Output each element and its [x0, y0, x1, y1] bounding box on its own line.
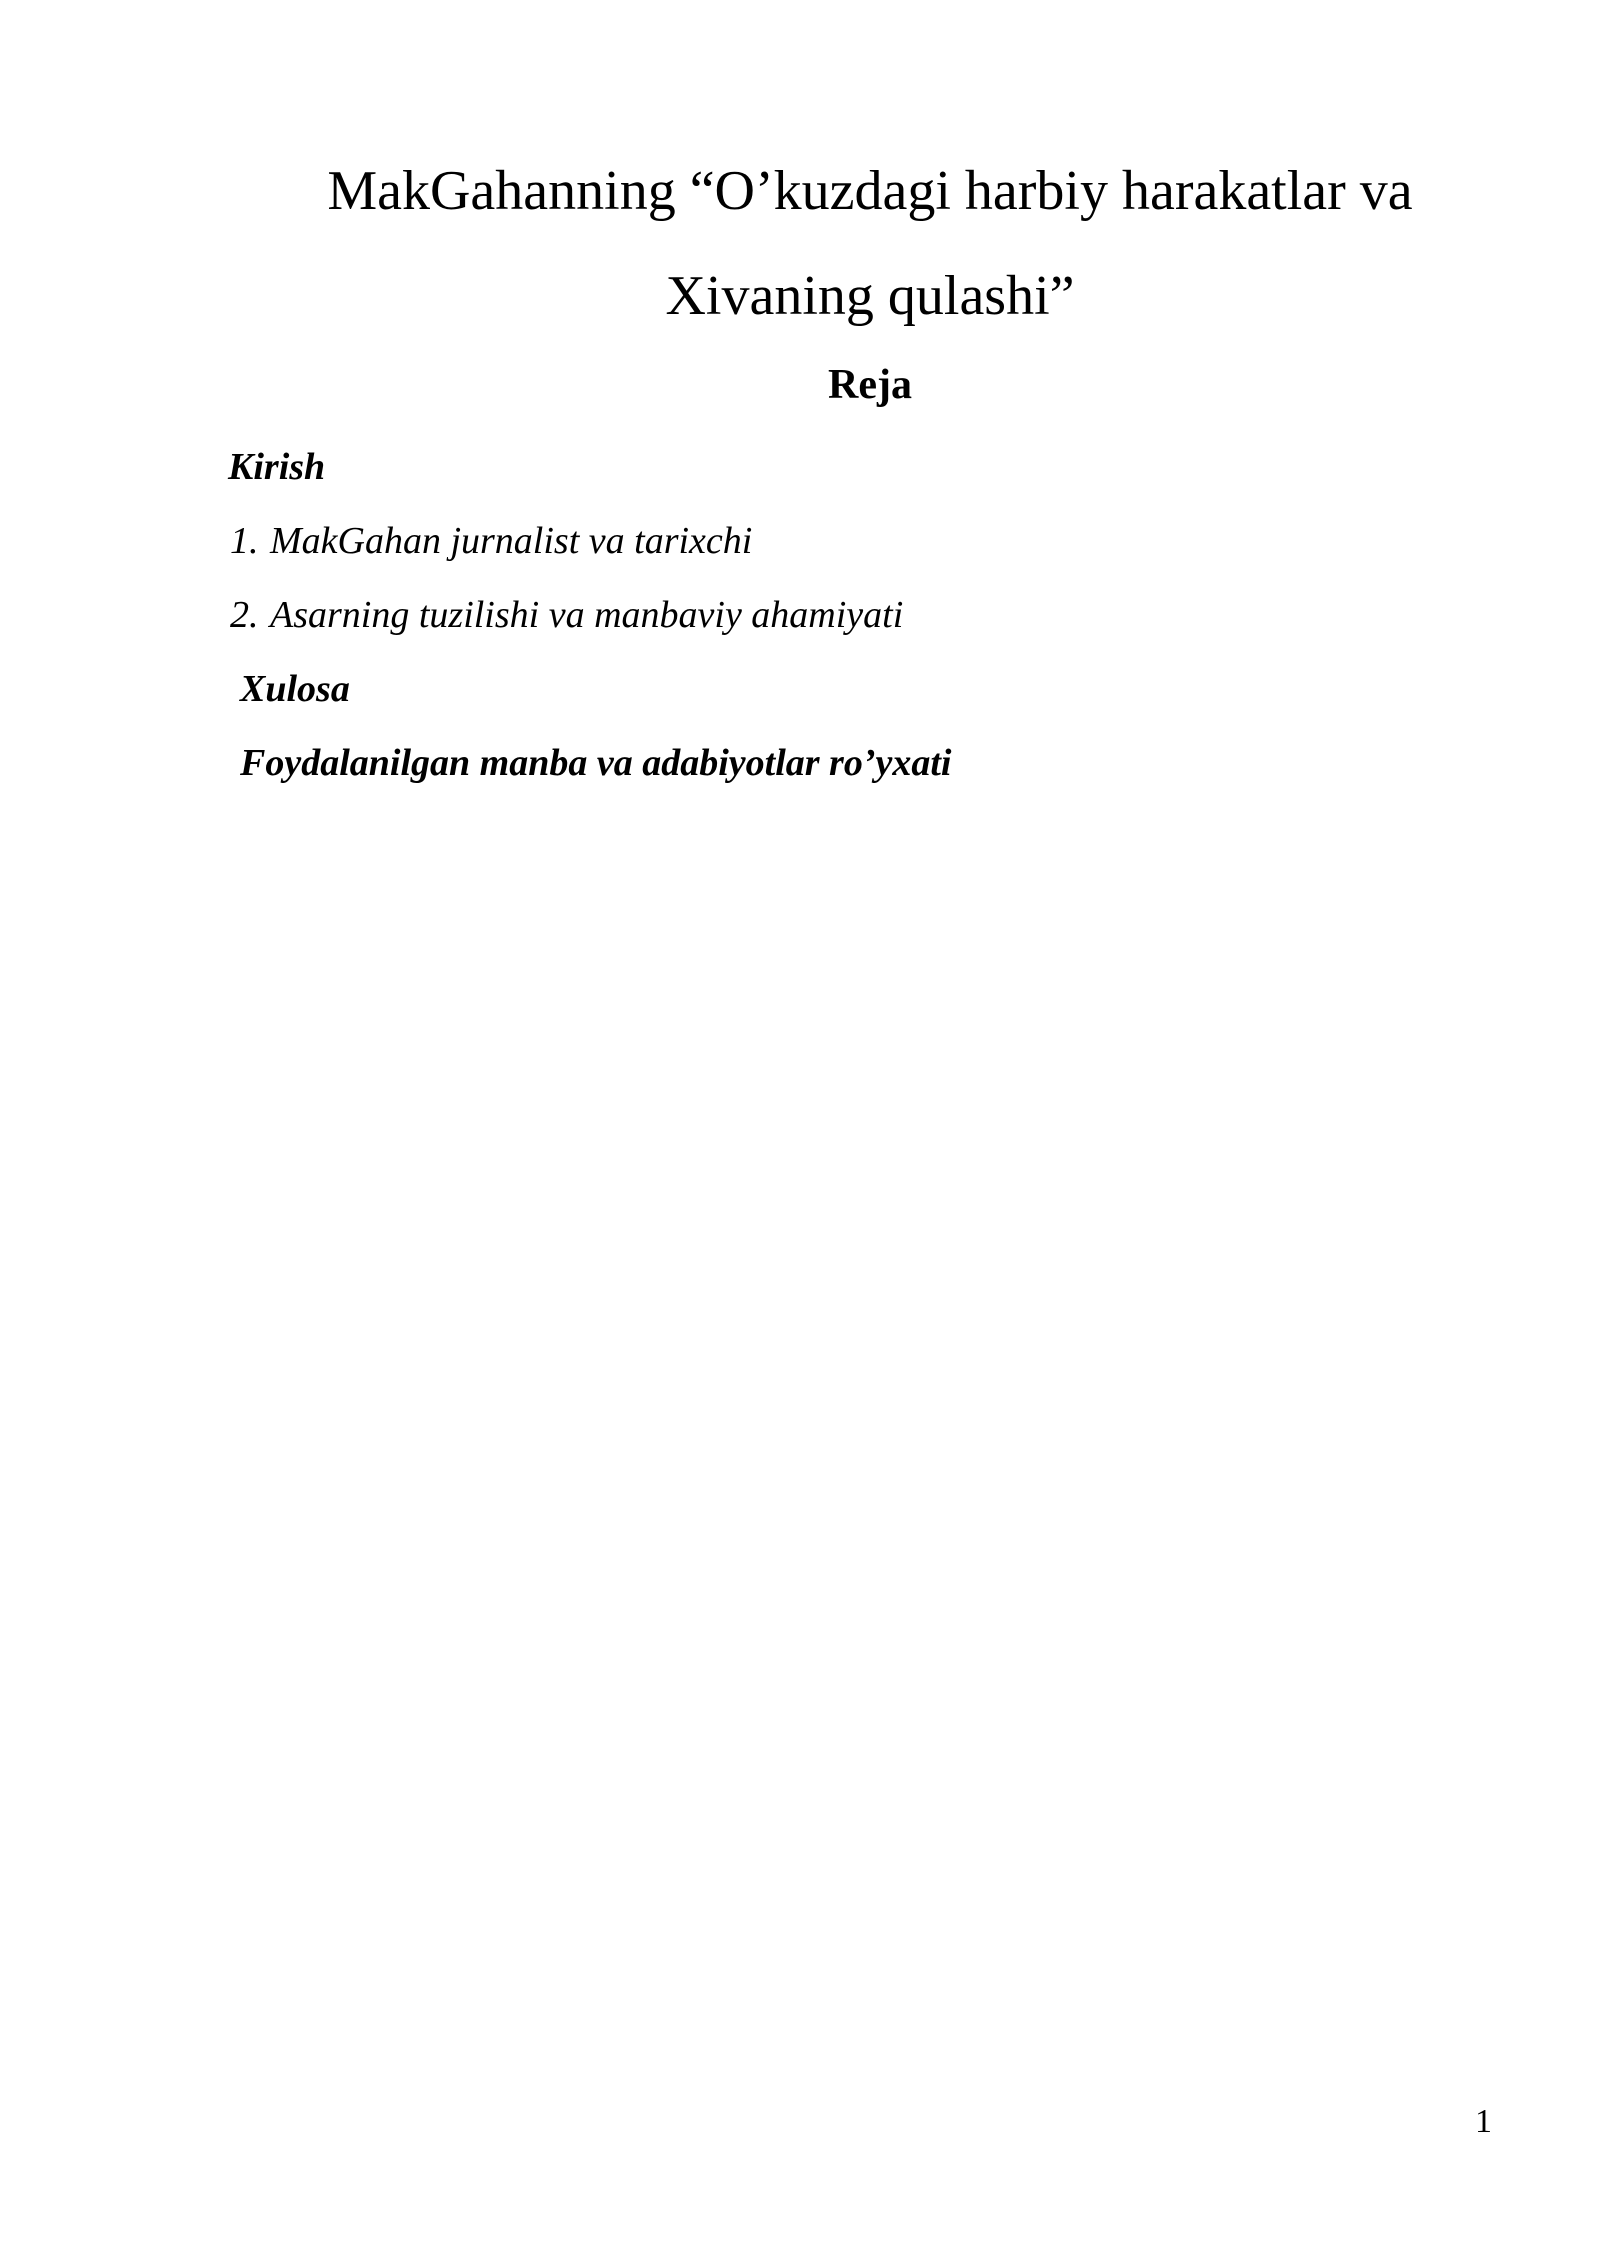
page-number: 1	[1475, 2103, 1492, 2140]
plan-item-number: 1.	[230, 520, 259, 562]
plan-heading: Reja	[828, 362, 912, 408]
plan-item-number: 2.	[230, 594, 259, 636]
plan-item	[230, 522, 752, 560]
document-title-line-1: MakGahanning “O’kuzdagi harbiy harakatlar va	[327, 160, 1413, 222]
plan-conclusion: Xulosa	[240, 668, 350, 710]
plan-item	[230, 596, 903, 634]
document-title-line-2: Xivaning qulashi”	[665, 265, 1075, 327]
plan-item-text: Asarning tuzilishi va manbaviy ahamiyati	[270, 594, 904, 636]
plan-item-text: MakGahan jurnalist va tarixchi	[270, 520, 753, 562]
plan-references: Foydalanilgan manba va adabiyotlar ro’yxati	[240, 742, 952, 784]
plan-intro: Kirish	[228, 446, 326, 488]
